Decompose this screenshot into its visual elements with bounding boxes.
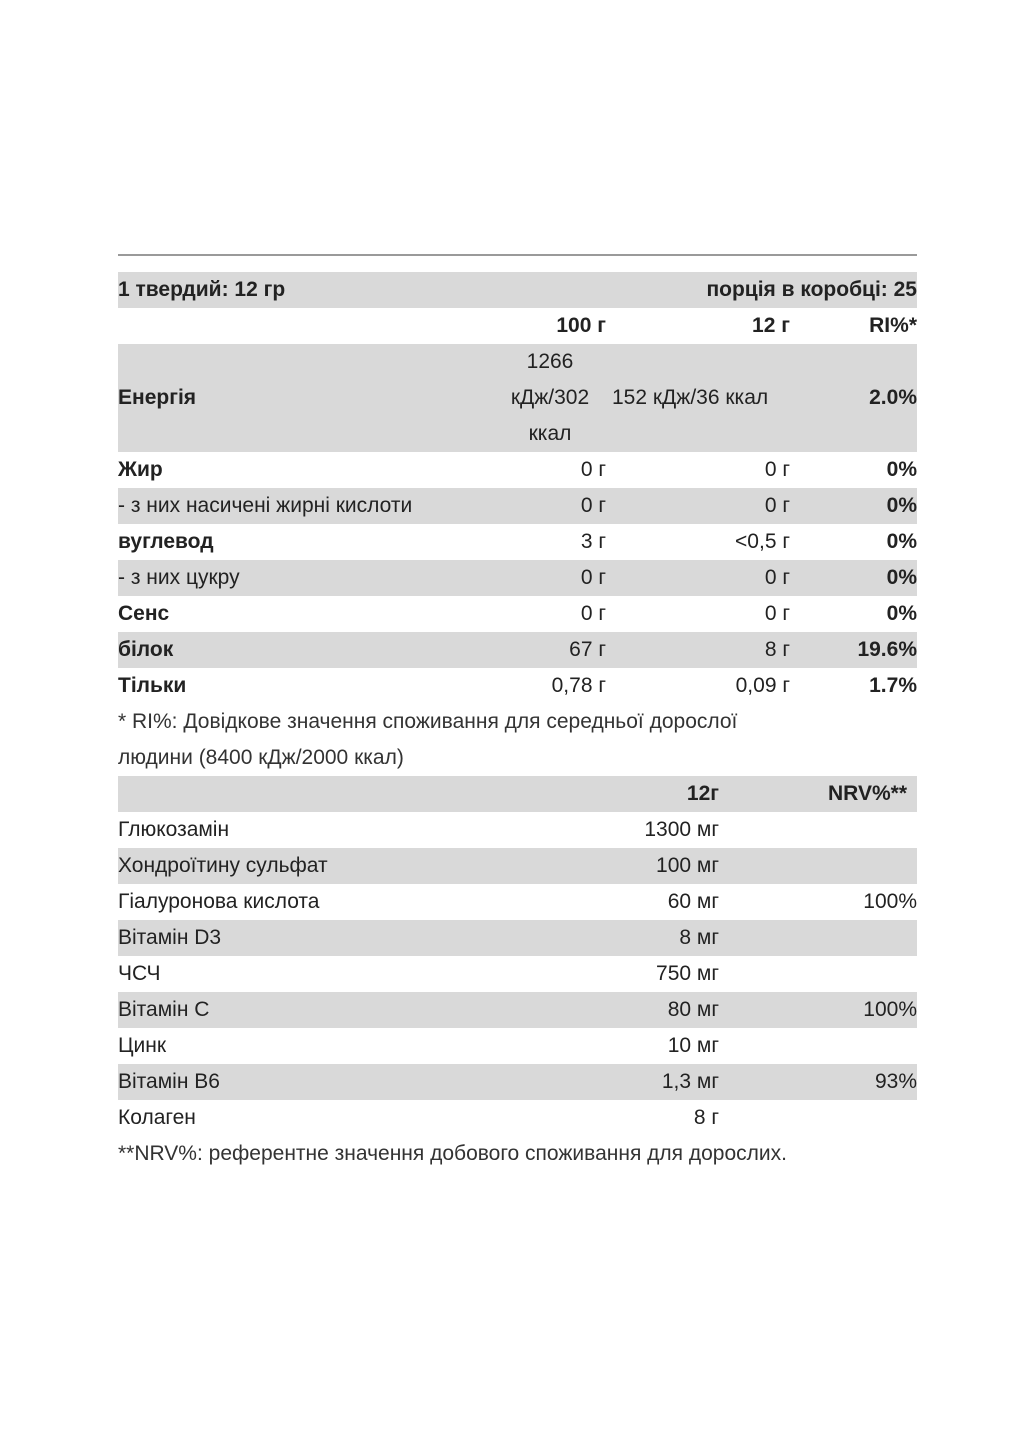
ingredient-nrv: 100% (863, 890, 917, 913)
nutrition-row (118, 488, 917, 524)
ri-footnote-line2: людини (8400 кДж/2000 ккал) (118, 746, 404, 769)
ingredient-label: Глюкозамін (118, 818, 230, 841)
ingredient-amount: 100 мг (656, 854, 719, 877)
ingredient-row (118, 920, 917, 956)
nutrition-row-per-100g: 0 г (580, 458, 606, 481)
ingredient-row (118, 1100, 917, 1136)
nutrition-row-per-serving: <0,5 г (735, 530, 790, 553)
energy-per-100g (488, 344, 612, 452)
servings-per-box: порція в коробці: 25 (706, 278, 917, 301)
ingredient-amount: 750 мг (656, 962, 719, 985)
ingredient-label: Вітамін D3 (118, 926, 222, 949)
ingredient-amount: 80 мг (667, 998, 719, 1021)
serving-info-row (118, 272, 917, 308)
ingredient-row (118, 992, 917, 1028)
nutrition-row (118, 524, 917, 560)
nutrition-row-label: Жир (118, 458, 163, 481)
ingredient-amount: 10 мг (667, 1034, 719, 1057)
ingredient-row (118, 812, 917, 848)
ri-footnote (118, 704, 917, 776)
ri-footnote-line1: * RI%: Довідкове значення споживання для середньої дорослої (118, 710, 738, 733)
energy-100g-line1: 1266 (526, 350, 574, 373)
nutrition-row-per-serving: 8 г (764, 638, 790, 661)
nutrition-row-label: - з них насичені жирні кислоти (118, 494, 413, 517)
ingredient-label: Цинк (118, 1034, 167, 1057)
ingredient-label: ЧСЧ (118, 962, 161, 985)
nrv-footnote: **NRV%: референтне значення добового споживання для дорослих. (118, 1142, 787, 1165)
ingredient-row (118, 884, 917, 920)
nutrition-row-label: Тільки (118, 674, 187, 697)
nutrition-row-per-serving: 0 г (764, 458, 790, 481)
nutrition-row-ri: 0% (886, 530, 917, 553)
header-per-serving: 12 г (752, 314, 790, 337)
nutrition-row (118, 668, 917, 704)
ingredients-header-nrv: NRV%** (828, 782, 907, 805)
ingredient-row (118, 956, 917, 992)
nutrition-row-per-100g: 0 г (580, 566, 606, 589)
ingredient-rows (118, 812, 917, 1136)
ingredient-row (118, 1028, 917, 1064)
nutrition-row-label: Сенс (118, 602, 170, 625)
nutrition-row-per-100g: 0 г (580, 602, 606, 625)
nutrition-row-label: - з них цукру (118, 566, 240, 589)
nutrition-row-per-100g: 3 г (580, 530, 606, 553)
ingredient-row (118, 848, 917, 884)
ingredient-nrv: 100% (863, 998, 917, 1021)
energy-100g-line3: ккал (528, 422, 572, 445)
nutrition-row-per-serving: 0 г (764, 602, 790, 625)
nutrition-facts (118, 254, 917, 1172)
energy-per-serving: 152 кДж/36 ккал (612, 386, 769, 409)
header-per-100g: 100 г (556, 314, 606, 337)
ingredient-row (118, 1064, 917, 1100)
nutrition-row-label: білок (118, 638, 174, 661)
nutrition-row-ri: 0% (886, 566, 917, 589)
ingredient-amount: 60 мг (667, 890, 719, 913)
nutrition-row-ri: 0% (886, 602, 917, 625)
ingredient-label: Хондроїтину сульфат (118, 854, 328, 877)
nutrition-row (118, 560, 917, 596)
nutrition-rows (118, 452, 917, 704)
ingredient-amount: 8 мг (679, 926, 719, 949)
nutrition-row-ri: 19.6% (857, 638, 917, 661)
nutrition-row (118, 452, 917, 488)
energy-label: Енергія (118, 386, 197, 409)
nutrition-row-per-serving: 0 г (764, 566, 790, 589)
nutrition-row-per-serving: 0 г (764, 494, 790, 517)
ingredient-amount: 1300 мг (644, 818, 719, 841)
ingredient-amount: 8 г (693, 1106, 719, 1129)
ingredient-amount: 1,3 мг (661, 1070, 719, 1093)
nutrition-row (118, 596, 917, 632)
ingredient-label: Вітамін B6 (118, 1070, 220, 1093)
ingredient-label: Вітамін C (118, 998, 210, 1021)
header-ri: RI%* (869, 314, 917, 337)
nutrition-row (118, 632, 917, 668)
top-divider (118, 254, 917, 256)
serving-size: 1 твердий: 12 гр (118, 278, 286, 301)
nutrition-row-per-100g: 67 г (569, 638, 606, 661)
ingredient-label: Колаген (118, 1106, 196, 1129)
nutrition-row-ri: 1.7% (869, 674, 917, 697)
nutrition-row-label: вуглевод (118, 530, 214, 553)
nutrition-row-ri: 0% (886, 458, 917, 481)
energy-row (118, 344, 917, 452)
nutrition-row-ri: 0% (886, 494, 917, 517)
energy-ri: 2.0% (869, 386, 917, 409)
nutrition-row-per-serving: 0,09 г (735, 674, 790, 697)
ingredient-label: Гіалуронова кислота (118, 890, 320, 913)
nutrition-row-per-100g: 0,78 г (551, 674, 606, 697)
nutrition-row-per-100g: 0 г (580, 494, 606, 517)
ingredient-nrv: 93% (874, 1070, 917, 1093)
ingredients-header-row (118, 776, 917, 812)
energy-100g-line2: кДж/302 (510, 386, 590, 409)
nutrition-header-row (118, 308, 917, 344)
ingredients-header-amount: 12г (686, 782, 719, 805)
